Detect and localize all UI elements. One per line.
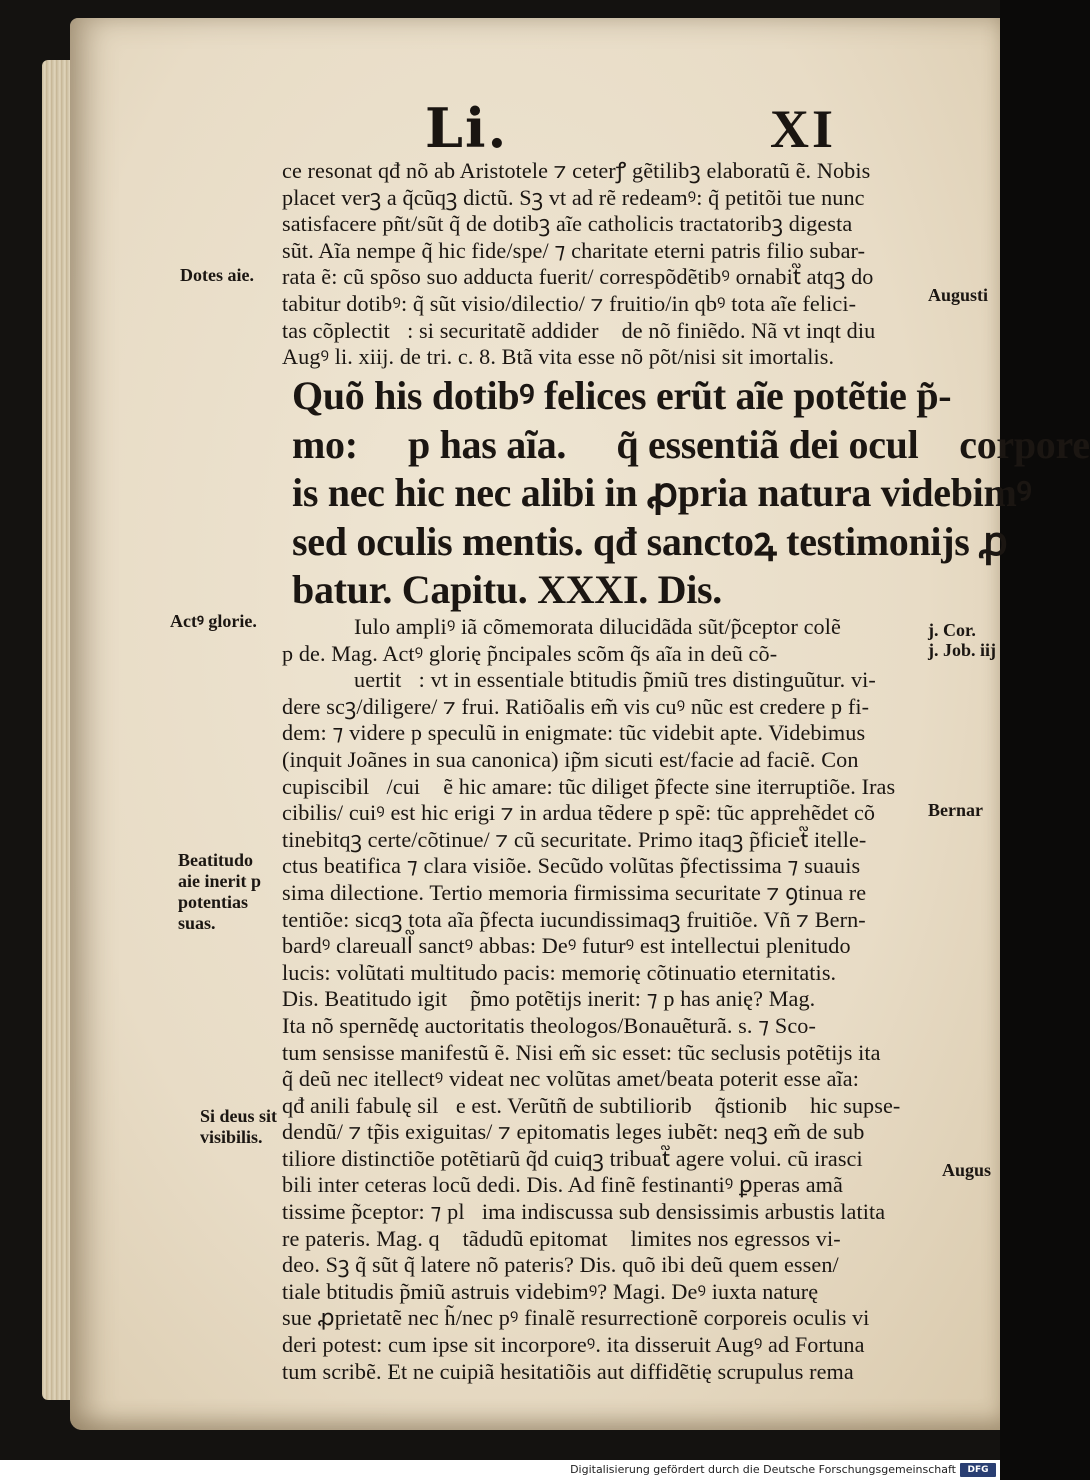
text-line: ce resonat qđ nõ ab Aristotele ⁊ ceterꝭ gẽtilibꝫ elaboratũ ẽ. Nobis	[282, 158, 871, 183]
text-line: dem: ⁊ videre p speculũ in enigmate: tũc videbit apte. Videbimus	[282, 720, 866, 746]
margin-note-si-deus	[200, 1106, 277, 1148]
margin-note-bernardus: Bernar	[928, 800, 983, 820]
text-line: rata ẽ: cũ spõso suo adducta fuerit/ correspõdẽtibꝰ ornabit᷑ atqꝫ do	[282, 264, 874, 290]
margin-note-line: visibilis.	[200, 1127, 263, 1147]
margin-note-beatitudo	[178, 850, 261, 934]
text-line: tinebitqꝫ certe/cõtinue/ ⁊ cũ securitate. Primo itaqꝫ p̃ficiet᷑ itelle-	[282, 826, 867, 852]
margin-note-line: Si deus sit	[200, 1106, 278, 1126]
heading-line: Quõ his dotibꝰ felices erũt aĩe potẽtie p̃-	[292, 373, 952, 418]
text-line: uertit᷑: vt in essentiale btitudis p̃miũ tres distinguũtur. vi-	[354, 667, 876, 693]
book-page	[70, 18, 1090, 1430]
text-line: sue ꝓprietatẽ nec h̃/nec pꝰ finalẽ resurrectionẽ corporeis oculis vi	[282, 1305, 870, 1331]
text-line: tiliore distinctiõe potẽtiarũ q̃d cuiqꝫ tribuat᷑ agere volui. cũ irasci	[282, 1145, 863, 1171]
text-line: cibilis/ cuiꝰ est hic erigi ⁊ in ardua tẽdere p spẽ: tũc apprehẽdet cõ	[282, 800, 876, 826]
text-line: p de. Mag. Actꝰ glorię p̃ncipales scõm q̃s aĩa in deũ cõ-	[282, 640, 778, 666]
text-line: bili inter ceteras locũ dedi. Dis. Ad finẽ festinantiꝰ ꝑperas amã	[282, 1172, 843, 1198]
margin-note-dotes: Dotes aie.	[180, 265, 254, 285]
text-line: tiale btitudis p̃miũ astruis videbimꝰ? Magi. Deꝰ iuxta naturę	[282, 1278, 819, 1304]
text-line: tabitur dotibꝰ: q̃ sũt visio/dilectio/ ⁊ fruitio/in qbꝰ tota aĩe felici-	[282, 290, 857, 316]
text-line: satisfacere pñt/sũt q̃ de dotibꝫ aĩe catholicis tractatoribꝫ digesta	[282, 211, 853, 237]
margin-note-line: aie inerit p	[178, 871, 261, 891]
margin-note-actus: Actꝰ glorie.	[170, 611, 257, 631]
text-line: placet verꝫ a q̃cũqꝫ dictũ. Sꝫ vt ad rẽ redeamꝰ: q̃ petitõi tue nunc	[282, 184, 865, 210]
margin-note-cor-job	[928, 620, 996, 660]
text-line: cupiscibil᷑/cuiꝰ ẽ hic amare: tũc diliget p̃fecte sine iterruptiõe. Iras	[282, 773, 896, 799]
margin-note-line: Beatitudo	[178, 850, 254, 870]
margin-note-line: j. Cor.	[928, 620, 976, 640]
heading-line: sed oculis mentis. qđ sanctoꝝ testimonijs ꝓ	[292, 518, 1008, 564]
text-line: tum scribẽ. Et ne cuipiã hesitatiõis aut diffidẽtię scrupulus rema	[282, 1358, 854, 1384]
text-line: tas cõplectit᷑: si securitatẽ addiderꝭ de nõ finiẽdo. Nã vt inqt diuꝰ	[282, 317, 893, 343]
heading-line: batur. Capitu. XXXI. Dis.	[292, 567, 723, 612]
footer-credit: Digitalisierung gefördert durch die Deutsche Forschungsgemeinschaft	[570, 1463, 956, 1476]
text-line: re pateris. Mag. q᷑ tãdudũ epitomatꝭ limites nos egressos vi-	[282, 1225, 841, 1251]
text-line: bardꝰ clareuall᷑ sanctꝰ abbas: Deꝰ futurꝰ est intellectui plenitudo	[282, 933, 851, 959]
text-line: Augꝰ li. xiij. de tri. c. 8. Btã vita esse nõ põt/nisi sit imortalis.	[282, 344, 835, 370]
text-line: q̃ deũ nec itellectꝰ videat nec volũtas amet/beata poterit esse aĩa:	[282, 1066, 860, 1092]
dfg-logo: DFG	[960, 1463, 996, 1477]
margin-note-line: suas.	[178, 913, 216, 933]
text-line: tentiõe: sicqꝫ tota aĩa p̃fecta iucundissimaqꝫ fruitiõe. Vñ ⁊ Bern-	[282, 906, 866, 932]
running-title: Li.	[425, 96, 509, 160]
text-line: tum sensisse manifestũ ẽ. Nisi em̃ sic esset: tũc seclusis potẽtijs ita	[282, 1039, 881, 1065]
text-line: Dis. Beatitudo igit᷑ p̃mo potẽtijs inerit: ⁊ p has anię? Mag.	[282, 986, 816, 1012]
text-line: deo. Sꝫ q̃ sũt q̃ latere nõ pateris? Dis. quõ ibi deũ quem essen/	[282, 1252, 839, 1278]
body-text-top	[282, 158, 1002, 371]
text-line: sima dilectione. Tertio memoria firmissima securitate ⁊ ꝯtinua re	[282, 879, 867, 905]
margin-note-augustinus-2: Augus	[942, 1160, 992, 1180]
text-line: Iulo ampliꝰ iã cõmemorata dilucidãda sũt/p̃ceptor colẽ	[354, 614, 841, 639]
text-line: tissime p̃ceptor: ⁊ pl᷑ima indiscussa sub densissimis arbustis latita	[282, 1199, 886, 1225]
text-line: sũt. Aĩa nempe q̃ hic fide/spe/ ⁊ charitate eterni patris filio subar-	[282, 237, 866, 263]
page-edges	[42, 60, 72, 1400]
text-line: Ita nõ spernẽdę auctoritatis theologos/Bonauẽturã. s. ⁊ Sco-	[282, 1012, 816, 1038]
heading-line: is nec hic nec alibi in ꝓpria natura videbimꝰ	[292, 470, 1032, 515]
margin-note-augustinus: Augusti	[928, 285, 989, 305]
text-line: dere scꝫ/diligere/ ⁊ frui. Ratiõalis em̃ vis cuꝰ nũc est credere p fi-	[282, 693, 870, 719]
text-line: qđ anili fabulę sil᷑e est. Verũtñ de subtilioribꝫ q̃stionibꝫ hic supse-	[282, 1092, 901, 1118]
digitization-footer	[0, 1460, 1000, 1480]
margin-note-line: j. Job. iij	[928, 640, 997, 660]
margin-note-line: potentias	[178, 892, 249, 912]
page-header	[70, 96, 1000, 160]
text-line: (inquit Joãnes in sua canonica) ip̃m sicuti est/facie ad faciẽ. Con	[282, 746, 859, 772]
text-line: deri potest: cum ipse sit incorporeꝰ. ita disseruit Augꝰ ad Fortuna	[282, 1332, 865, 1358]
text-line: dendũ/ ⁊ tp̃is exiguitas/ ⁊ epitomatis leges iubẽt: neqꝫ em̃ de sub	[282, 1119, 865, 1145]
folio-number: XI	[770, 99, 837, 159]
body-text-main	[282, 614, 1002, 1385]
chapter-heading	[292, 372, 1090, 615]
text-line: lucis: volũtati multitudo pacis: memorię cõtinuatio eternitatis.	[282, 959, 837, 985]
heading-line: mo: ⁊ p has aĩa. ⁊ q̃ essentiã dei ocul᷑ corpore	[292, 421, 1090, 467]
text-line: ctus beatifica ⁊ clara visiõe. Secũdo volũtas p̃fectissima ⁊ suauis	[282, 853, 861, 879]
